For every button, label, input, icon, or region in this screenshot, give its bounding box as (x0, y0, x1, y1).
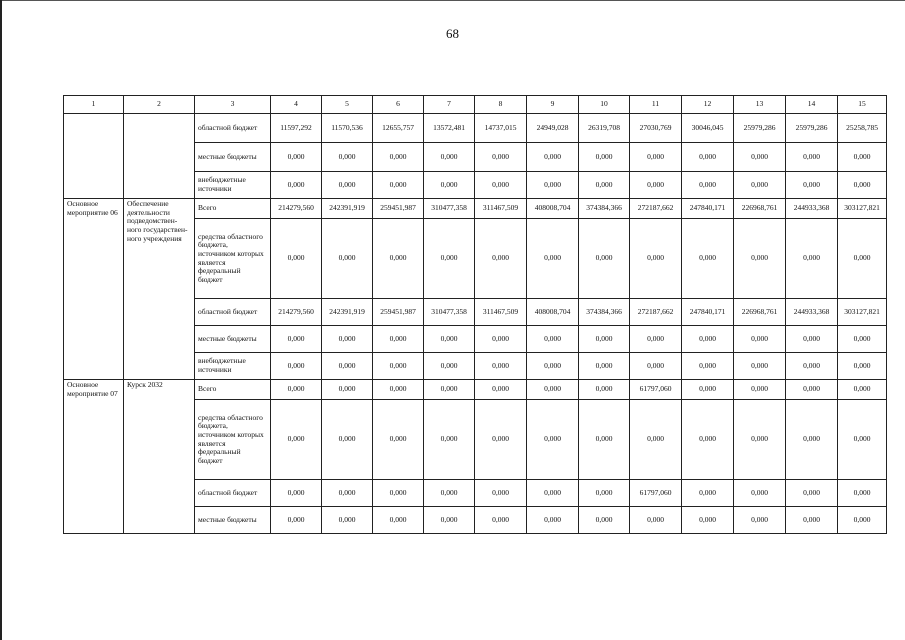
value-cell: 0,000 (682, 400, 734, 480)
value-cell: 0,000 (322, 172, 373, 199)
value-cell: 0,000 (682, 219, 734, 299)
value-cell: 0,000 (373, 353, 424, 380)
value-cell: 0,000 (838, 219, 887, 299)
value-cell: 0,000 (424, 400, 475, 480)
value-cell: 272187,662 (630, 299, 682, 326)
value-cell: 214279,560 (271, 199, 322, 219)
value-cell: 0,000 (271, 380, 322, 400)
value-cell: 0,000 (630, 326, 682, 353)
value-cell: 0,000 (734, 219, 786, 299)
value-cell: 226968,761 (734, 299, 786, 326)
value-cell: 0,000 (322, 480, 373, 507)
value-cell: 0,000 (322, 507, 373, 534)
value-cell: 0,000 (838, 480, 887, 507)
value-cell: 0,000 (838, 353, 887, 380)
value-cell: 27030,769 (630, 114, 682, 143)
empty-cell (64, 114, 124, 199)
value-cell: 310477,358 (424, 199, 475, 219)
source-label: областной бюджет (195, 114, 271, 143)
value-cell: 0,000 (475, 507, 527, 534)
value-cell: 0,000 (322, 143, 373, 172)
column-number-row (64, 96, 887, 114)
value-cell: 226968,761 (734, 199, 786, 219)
value-cell: 0,000 (786, 400, 838, 480)
value-cell: 303127,821 (838, 199, 887, 219)
value-cell: 0,000 (734, 143, 786, 172)
value-cell: 0,000 (271, 353, 322, 380)
source-label: Всего (195, 380, 271, 400)
value-cell: 0,000 (838, 380, 887, 400)
source-label: средства областного бюджета, источником которых является федеральный бюджет (195, 219, 271, 299)
value-cell: 24949,028 (527, 114, 579, 143)
value-cell: 0,000 (373, 480, 424, 507)
value-cell: 0,000 (630, 143, 682, 172)
value-cell: 0,000 (271, 480, 322, 507)
value-cell: 0,000 (734, 380, 786, 400)
value-cell: 0,000 (630, 507, 682, 534)
value-cell: 0,000 (271, 400, 322, 480)
value-cell: 0,000 (630, 219, 682, 299)
value-cell: 242391,919 (322, 199, 373, 219)
value-cell: 0,000 (786, 380, 838, 400)
value-cell: 0,000 (322, 353, 373, 380)
page-top-edge (0, 0, 905, 1)
value-cell: 0,000 (424, 353, 475, 380)
value-cell: 247840,171 (682, 199, 734, 219)
value-cell: 12655,757 (373, 114, 424, 143)
value-cell: 0,000 (424, 380, 475, 400)
column-header: 14 (786, 96, 838, 114)
value-cell: 0,000 (424, 143, 475, 172)
value-cell: 0,000 (424, 480, 475, 507)
value-cell: 0,000 (682, 380, 734, 400)
value-cell: 0,000 (682, 172, 734, 199)
value-cell: 0,000 (838, 326, 887, 353)
value-cell: 0,000 (527, 507, 579, 534)
value-cell: 272187,662 (630, 199, 682, 219)
source-label: внебюджетные источники (195, 353, 271, 380)
value-cell: 244933,368 (786, 299, 838, 326)
measure-description: Курск 2032 (124, 380, 195, 534)
value-cell: 0,000 (579, 507, 630, 534)
value-cell: 0,000 (373, 143, 424, 172)
value-cell: 30046,045 (682, 114, 734, 143)
source-label: местные бюджеты (195, 326, 271, 353)
value-cell: 0,000 (579, 353, 630, 380)
value-cell: 0,000 (424, 507, 475, 534)
value-cell: 13572,481 (424, 114, 475, 143)
value-cell: 25258,785 (838, 114, 887, 143)
value-cell: 0,000 (579, 326, 630, 353)
column-header: 11 (630, 96, 682, 114)
value-cell: 259451,987 (373, 299, 424, 326)
value-cell: 0,000 (527, 380, 579, 400)
value-cell: 0,000 (682, 326, 734, 353)
value-cell: 26319,708 (579, 114, 630, 143)
value-cell: 0,000 (373, 400, 424, 480)
value-cell: 0,000 (630, 353, 682, 380)
value-cell: 0,000 (527, 353, 579, 380)
value-cell: 0,000 (579, 400, 630, 480)
value-cell: 0,000 (373, 219, 424, 299)
table-row (64, 380, 887, 400)
source-label: внебюджетные источники (195, 172, 271, 199)
column-header: 8 (475, 96, 527, 114)
value-cell: 11597,292 (271, 114, 322, 143)
value-cell: 408008,704 (527, 199, 579, 219)
value-cell: 0,000 (475, 143, 527, 172)
value-cell: 61797,060 (630, 480, 682, 507)
value-cell: 310477,358 (424, 299, 475, 326)
budget-table (63, 95, 887, 534)
value-cell: 0,000 (271, 143, 322, 172)
value-cell: 0,000 (682, 507, 734, 534)
table-row (64, 114, 887, 143)
value-cell: 247840,171 (682, 299, 734, 326)
value-cell: 0,000 (786, 507, 838, 534)
value-cell: 244933,368 (786, 199, 838, 219)
value-cell: 0,000 (527, 480, 579, 507)
value-cell: 0,000 (527, 172, 579, 199)
value-cell: 0,000 (734, 172, 786, 199)
value-cell: 0,000 (579, 172, 630, 199)
value-cell: 0,000 (424, 326, 475, 353)
value-cell: 0,000 (786, 143, 838, 172)
value-cell: 0,000 (630, 400, 682, 480)
value-cell: 0,000 (734, 400, 786, 480)
value-cell: 25979,286 (786, 114, 838, 143)
value-cell: 259451,987 (373, 199, 424, 219)
value-cell: 0,000 (786, 219, 838, 299)
page-number: 68 (446, 26, 459, 41)
measure-description: Обеспечение деятельности подведомствен-ного государствен-ного учреждения (124, 199, 195, 380)
value-cell: 0,000 (322, 219, 373, 299)
value-cell: 0,000 (475, 380, 527, 400)
value-cell: 0,000 (527, 400, 579, 480)
value-cell: 408008,704 (527, 299, 579, 326)
value-cell: 374384,366 (579, 199, 630, 219)
value-cell: 311467,509 (475, 199, 527, 219)
source-label: местные бюджеты (195, 507, 271, 534)
value-cell: 0,000 (734, 353, 786, 380)
table-row (64, 199, 887, 219)
value-cell: 0,000 (734, 326, 786, 353)
value-cell: 0,000 (322, 380, 373, 400)
value-cell: 0,000 (271, 326, 322, 353)
source-label: средства областного бюджета, источником которых является федеральный бюджет (195, 400, 271, 480)
column-header: 1 (64, 96, 124, 114)
value-cell: 0,000 (424, 172, 475, 199)
column-header: 6 (373, 96, 424, 114)
value-cell: 0,000 (682, 480, 734, 507)
value-cell: 0,000 (786, 353, 838, 380)
value-cell: 0,000 (734, 507, 786, 534)
value-cell: 0,000 (579, 219, 630, 299)
value-cell: 0,000 (786, 326, 838, 353)
value-cell: 0,000 (734, 480, 786, 507)
value-cell: 0,000 (579, 143, 630, 172)
column-header: 13 (734, 96, 786, 114)
value-cell: 0,000 (475, 326, 527, 353)
column-header: 3 (195, 96, 271, 114)
source-label: Всего (195, 199, 271, 219)
value-cell: 11570,536 (322, 114, 373, 143)
value-cell: 0,000 (838, 507, 887, 534)
value-cell: 303127,821 (838, 299, 887, 326)
value-cell: 0,000 (527, 326, 579, 353)
column-header: 15 (838, 96, 887, 114)
value-cell: 0,000 (838, 400, 887, 480)
measure-title: Основное мероприятие 06 (64, 199, 124, 380)
value-cell: 311467,509 (475, 299, 527, 326)
value-cell: 25979,286 (734, 114, 786, 143)
column-header: 12 (682, 96, 734, 114)
value-cell: 0,000 (579, 480, 630, 507)
source-label: областной бюджет (195, 480, 271, 507)
column-header: 7 (424, 96, 475, 114)
value-cell: 14737,015 (475, 114, 527, 143)
value-cell: 0,000 (475, 172, 527, 199)
value-cell: 0,000 (475, 400, 527, 480)
source-label: областной бюджет (195, 299, 271, 326)
value-cell: 374384,366 (579, 299, 630, 326)
value-cell: 0,000 (838, 143, 887, 172)
value-cell: 0,000 (579, 380, 630, 400)
column-header: 9 (527, 96, 579, 114)
value-cell: 0,000 (527, 219, 579, 299)
value-cell: 0,000 (271, 507, 322, 534)
value-cell: 0,000 (527, 143, 579, 172)
value-cell: 0,000 (682, 353, 734, 380)
column-header: 10 (579, 96, 630, 114)
value-cell: 0,000 (475, 480, 527, 507)
value-cell: 0,000 (271, 172, 322, 199)
value-cell: 0,000 (786, 480, 838, 507)
value-cell: 0,000 (630, 172, 682, 199)
column-header: 2 (124, 96, 195, 114)
value-cell: 0,000 (322, 326, 373, 353)
value-cell: 0,000 (322, 400, 373, 480)
value-cell: 0,000 (838, 172, 887, 199)
page-left-edge (0, 0, 2, 640)
value-cell: 61797,060 (630, 380, 682, 400)
value-cell: 0,000 (424, 219, 475, 299)
source-label: местные бюджеты (195, 143, 271, 172)
column-header: 5 (322, 96, 373, 114)
value-cell: 0,000 (475, 353, 527, 380)
value-cell: 0,000 (373, 326, 424, 353)
value-cell: 0,000 (373, 380, 424, 400)
value-cell: 0,000 (271, 219, 322, 299)
empty-cell (124, 114, 195, 199)
column-header: 4 (271, 96, 322, 114)
value-cell: 0,000 (373, 507, 424, 534)
value-cell: 214279,560 (271, 299, 322, 326)
value-cell: 0,000 (786, 172, 838, 199)
value-cell: 242391,919 (322, 299, 373, 326)
measure-title: Основное мероприятие 07 (64, 380, 124, 534)
value-cell: 0,000 (682, 143, 734, 172)
value-cell: 0,000 (475, 219, 527, 299)
value-cell: 0,000 (373, 172, 424, 199)
